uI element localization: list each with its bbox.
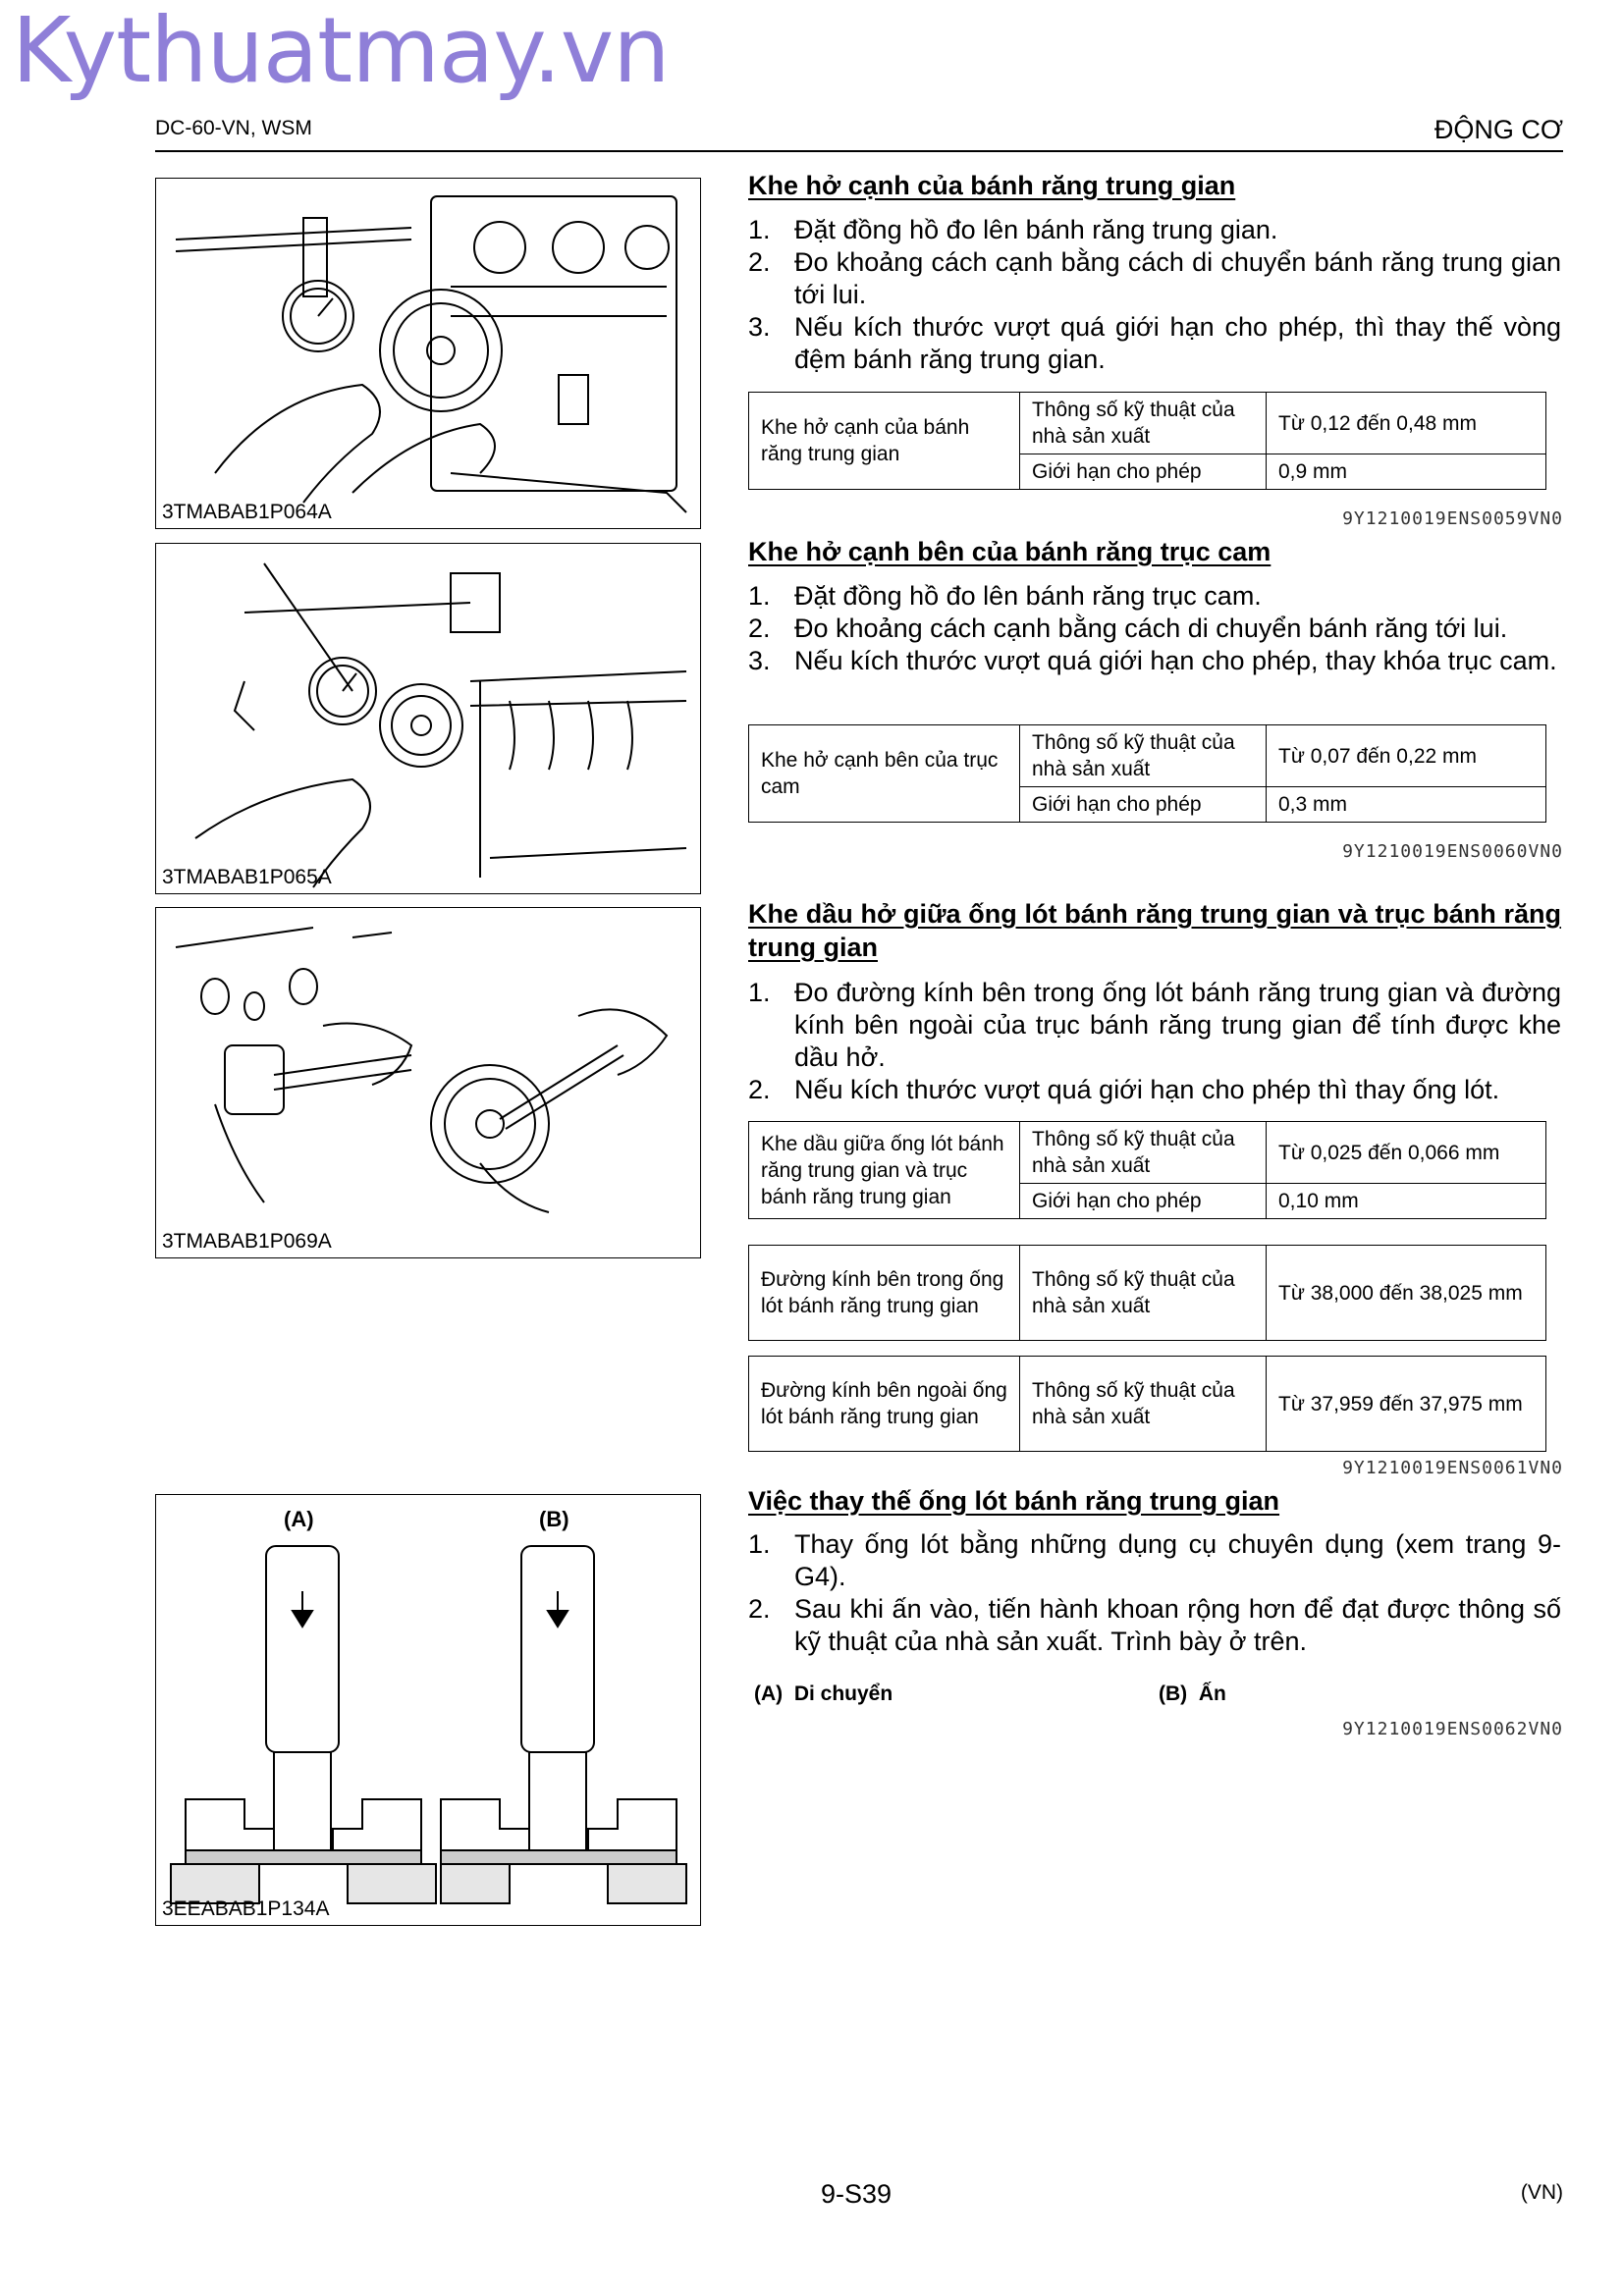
section-title-camshaft-gear-backlash: Khe hở cạnh bên của bánh răng trục cam bbox=[748, 537, 1271, 566]
figure-camshaft-gear-backlash bbox=[155, 543, 701, 894]
figure-label: 3EEABAB1P134A bbox=[162, 1897, 330, 1920]
spec-table-inner-diameter bbox=[748, 1245, 1546, 1341]
figure-label: 3TMABAB1P065A bbox=[162, 866, 332, 888]
dial-gauge-idle-gear-illustration bbox=[156, 179, 702, 530]
spec-value: Từ 0,025 đến 0,066 mm bbox=[1267, 1122, 1546, 1184]
list-item: 3. Nếu kích thước vượt quá giới hạn cho phép, thì thay thế vòng đệm bánh răng trung gian. bbox=[748, 312, 1561, 374]
section-title-idle-gear-backlash: Khe hở cạnh của bánh răng trung gian bbox=[748, 171, 1236, 200]
spec-label: Giới hạn cho phép bbox=[1020, 1184, 1267, 1219]
figure-label: 3TMABAB1P064A bbox=[162, 501, 332, 523]
press-bushing-tool-illustration bbox=[156, 1495, 702, 1927]
section-code: 9Y1210019ENS0060VN0 bbox=[1342, 841, 1563, 862]
spec-item: Khe dầu giữa ống lót bánh răng trung gian và trục bánh răng trung gian bbox=[749, 1122, 1020, 1219]
spec-value: 0,10 mm bbox=[1267, 1184, 1546, 1219]
figure-bushing-replacement bbox=[155, 1494, 701, 1926]
dial-gauge-camshaft-gear-illustration bbox=[156, 544, 702, 895]
spec-value: 0,3 mm bbox=[1267, 787, 1546, 823]
spec-label: Giới hạn cho phép bbox=[1020, 454, 1267, 490]
spec-table-outer-diameter bbox=[748, 1356, 1546, 1452]
legend-item-a: (A) Di chuyển bbox=[754, 1682, 893, 1705]
list-item: 1. Đặt đồng hồ đo lên bánh răng trung gian. bbox=[748, 215, 1278, 244]
section-code: 9Y1210019ENS0059VN0 bbox=[1342, 508, 1563, 529]
legend-item-b: (B) Ấn bbox=[1159, 1682, 1226, 1705]
figure-idle-gear-backlash bbox=[155, 178, 701, 529]
spec-label: Giới hạn cho phép bbox=[1020, 787, 1267, 823]
spec-table bbox=[748, 392, 1546, 490]
spec-value: 0,9 mm bbox=[1267, 454, 1546, 490]
page-number: 9-S39 bbox=[821, 2179, 893, 2209]
steps-list bbox=[748, 580, 1561, 677]
micrometer-bushing-illustration bbox=[156, 908, 702, 1259]
spec-label: Thông số kỹ thuật của nhà sản xuất bbox=[1020, 725, 1267, 787]
spec-value: Từ 0,07 đến 0,22 mm bbox=[1267, 725, 1546, 787]
spec-item: Đường kính bên trong ống lót bánh răng trung gian bbox=[749, 1246, 1020, 1341]
spec-label: Thông số kỹ thuật của nhà sản xuất bbox=[1020, 1357, 1267, 1452]
spec-table bbox=[748, 1121, 1546, 1219]
list-item: 2. Sau khi ấn vào, tiến hành khoan rộng hơn để đạt được thông số kỹ thuật của nhà sản xuất. Trình bày ở trên. bbox=[748, 1594, 1561, 1656]
spec-item: Đường kính bên ngoài ống lót bánh răng trung gian bbox=[749, 1357, 1020, 1452]
spec-table bbox=[748, 724, 1546, 823]
list-item: 2. Đo khoảng cách cạnh bằng cách di chuyển bánh răng tới lui. bbox=[748, 614, 1508, 643]
list-item: 1. Đặt đồng hồ đo lên bánh răng trục cam. bbox=[748, 581, 1262, 611]
header-chapter: ĐỘNG CƠ bbox=[1434, 115, 1563, 144]
language-tag: (VN) bbox=[1520, 2181, 1563, 2204]
steps-list bbox=[748, 1528, 1561, 1658]
callout-b: (B) bbox=[539, 1507, 569, 1531]
steps-list bbox=[748, 977, 1561, 1106]
callout-a: (A) bbox=[284, 1507, 314, 1531]
spec-item: Khe hở cạnh của bánh răng trung gian bbox=[749, 393, 1020, 490]
spec-label: Thông số kỹ thuật của nhà sản xuất bbox=[1020, 1122, 1267, 1184]
list-item: 1. Thay ống lót bằng những dụng cụ chuyên dụng (xem trang 9-G4). bbox=[748, 1529, 1561, 1591]
list-item: 3. Nếu kích thước vượt quá giới hạn cho phép, thay khóa trục cam. bbox=[748, 646, 1557, 675]
figure-label: 3TMABAB1P069A bbox=[162, 1230, 332, 1253]
spec-label: Thông số kỹ thuật của nhà sản xuất bbox=[1020, 1246, 1267, 1341]
spec-item: Khe hở cạnh bên của trục cam bbox=[749, 725, 1020, 823]
section-code: 9Y1210019ENS0061VN0 bbox=[1342, 1458, 1563, 1478]
spec-value: Từ 0,12 đến 0,48 mm bbox=[1267, 393, 1546, 454]
spec-value: Từ 37,959 đến 37,975 mm bbox=[1267, 1357, 1546, 1452]
section-code: 9Y1210019ENS0062VN0 bbox=[1342, 1719, 1563, 1739]
steps-list bbox=[748, 214, 1561, 376]
watermark: Kythuatmay.vn bbox=[12, 0, 670, 103]
header-rule bbox=[155, 150, 1563, 152]
list-item: 2. Nếu kích thước vượt quá giới hạn cho phép thì thay ống lót. bbox=[748, 1075, 1500, 1104]
spec-label: Thông số kỹ thuật của nhà sản xuất bbox=[1020, 393, 1267, 454]
spec-value: Từ 38,000 đến 38,025 mm bbox=[1267, 1246, 1546, 1341]
section-title-bushing-replacement: Việc thay thế ống lót bánh răng trung gian bbox=[748, 1486, 1280, 1516]
list-item: 2. Đo khoảng cách cạnh bằng cách di chuyển bánh răng trung gian tới lui. bbox=[748, 247, 1561, 309]
list-item: 1. Đo đường kính bên trong ống lót bánh răng trung gian và đường kính bên ngoài của trục bánh răng trung gian để tính được khe dầu hở. bbox=[748, 978, 1561, 1072]
section-title-bushing-clearance: Khe dầu hở giữa ống lót bánh răng trung gian và trục bánh răng trung gian bbox=[748, 899, 1561, 962]
header-doc-code: DC-60-VN, WSM bbox=[155, 117, 312, 139]
figure-idle-gear-bushing-clearance bbox=[155, 907, 701, 1258]
